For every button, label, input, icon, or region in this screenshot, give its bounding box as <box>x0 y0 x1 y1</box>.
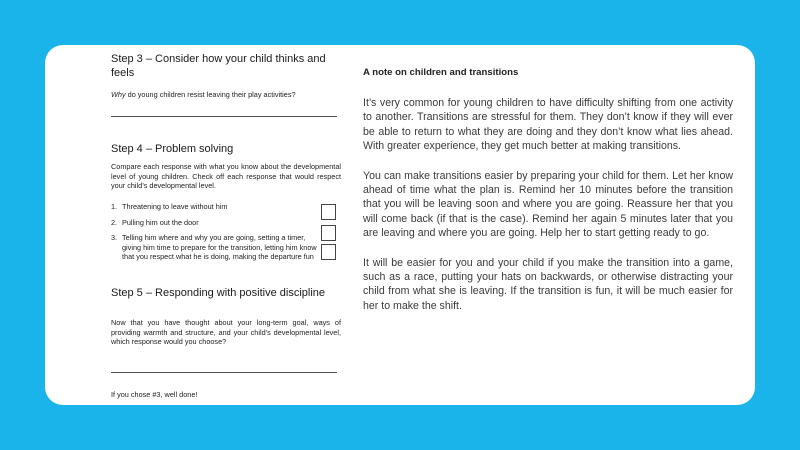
step-3-question-emphasis: Why <box>111 90 126 99</box>
response-option-2 <box>111 218 317 228</box>
step-3-heading: Step 3 – Consider how your child thinks and feels <box>111 53 326 79</box>
response-option-1 <box>111 202 317 212</box>
step-3-section <box>111 52 341 100</box>
option-2-checkbox[interactable] <box>321 225 336 241</box>
step-4-heading: Step 4 – Problem solving <box>111 143 234 155</box>
response-options <box>111 202 341 268</box>
document-card <box>45 45 755 405</box>
note-title: A note on children and transitions <box>363 67 519 78</box>
option-text: Threatening to leave without him <box>122 202 228 211</box>
note-paragraph-3: It will be easier for you and your child if you make the transition into a game, such as a race, putting your hats on backwards, or otherwise distracting your child from what she is leaving. If the transition is fun, it will be much easier for her to make the shift. <box>363 256 733 312</box>
step-3-question-text: do young children resist leaving their play activities? <box>125 90 296 99</box>
option-1-checkbox[interactable] <box>321 204 336 220</box>
step-5-heading: Step 5 – Responding with positive discipline <box>111 287 326 299</box>
option-number: 2. <box>111 217 118 227</box>
option-number: 3. <box>111 233 118 242</box>
option-text: Pulling him out the door <box>122 217 199 227</box>
note-paragraph-1: It’s very common for young children to have difficulty shifting from one activity to another. Transitions are stressful for them. They don’t know if they will ever be able to return to what they are doing and they don’t know what lies ahead. With greater experience, they get much better at making transitions. <box>363 97 733 153</box>
step-4-section <box>111 142 341 191</box>
step-5-answer-line[interactable] <box>111 372 337 373</box>
response-option-3 <box>111 233 317 262</box>
step-5-section <box>111 286 341 347</box>
step-4-description: Compare each response with what you know about the developmental level of young children. Check off each response that would respect your child’s developmental level. <box>111 162 341 190</box>
footer-note: If you chose #3, well done! <box>111 390 198 399</box>
step-3-answer-line[interactable] <box>111 116 337 117</box>
option-number: 1. <box>111 202 118 211</box>
step-3-question <box>111 90 341 100</box>
step-5-description: Now that you have thought about your long-term goal, ways of providing warmth and structure, and your child’s developmental level, which response would you choose? <box>111 318 341 346</box>
option-text: Telling him where and why you are going, setting a timer, giving him time to prepare for the transition, letting him know that you respect what he is doing, making the departure fun <box>122 233 317 261</box>
option-3-checkbox[interactable] <box>321 244 336 260</box>
note-paragraph-2: You can make transitions easier by preparing your child for them. Let her know ahead of time what the plan is. Remind her 10 minutes before the transition that you will be leaving soon and where you are going. Reassure her that you will come back (if that is the case). Remind her again 5 minutes later that you are leaving and where you are going. Help her to start getting ready to go. <box>363 169 733 240</box>
transitions-note-column <box>363 67 733 328</box>
